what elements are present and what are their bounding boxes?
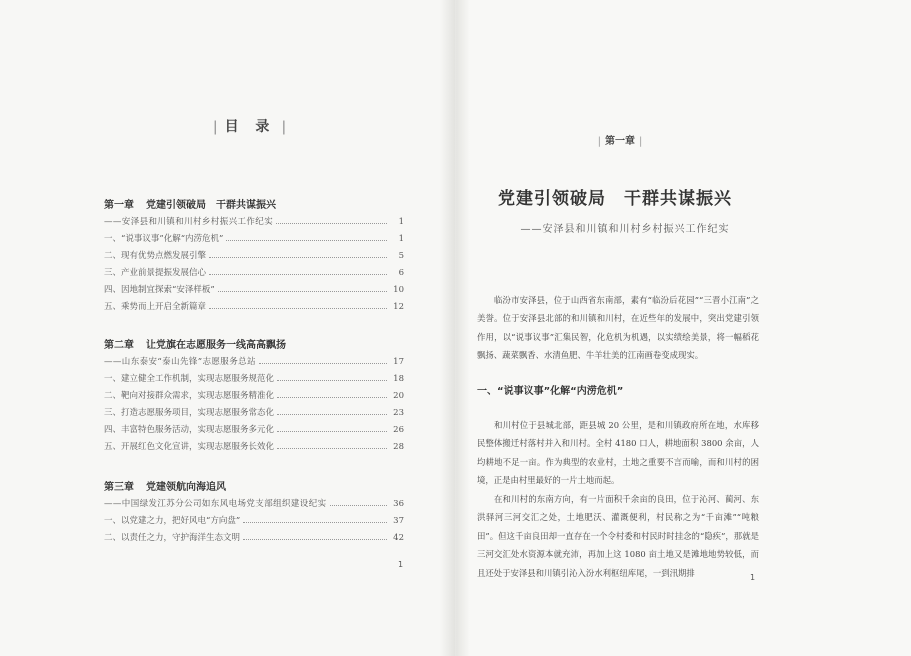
body-paragraph-2: 在和川村的东南方向，有一片面积千余亩的良田，位于沁河、蔺河、东洪驿河三河交汇之处，土地肥沃、灌溉便利，村民称之为“千亩滩”“吨粮田”。但这千亩良田却一直存在一个令村委和村民时时挂念的“隐疾”，那就是三河交汇处水资源本就充沛，再加上这 1080 亩土地又是滩地地势较低，而且还处于安泽县和川镇引沁入汾水利枢纽库尾，一到汛期排 (477, 494, 759, 578)
toc-entry[interactable] (104, 439, 404, 456)
toc-title-bar-left: | (212, 119, 219, 135)
toc-entry-page: 10 (393, 285, 404, 295)
toc-chapter-name: 让党旗在志愿服务一线高高飘扬 (146, 340, 286, 351)
toc-entry[interactable] (104, 282, 404, 299)
toc-chapter-title[interactable] (104, 338, 404, 354)
toc-chapter-title[interactable] (104, 480, 404, 496)
toc-entry-label: 二、以责任之力，守护海洋生态文明 (104, 533, 241, 543)
toc-entry-label: ——山东泰安“泰山先锋”志愿服务总站 (104, 357, 256, 367)
toc-leader-dots (277, 405, 387, 415)
chapter-label-text: 第一章 (605, 136, 635, 147)
book-gutter (440, 0, 470, 656)
chapter-label (580, 132, 660, 147)
toc-chapter-1 (104, 198, 404, 316)
toc-entry[interactable] (104, 265, 404, 282)
toc-chapter-name: 党建领航向海追风 (146, 482, 226, 493)
toc-entry-label: ——中国绿发江苏分公司如东风电场党支部组织建设纪实 (104, 499, 327, 509)
toc-leader-dots (209, 248, 387, 258)
toc-chapter-number: 第三章 (104, 482, 134, 493)
toc-entry[interactable] (104, 513, 404, 530)
toc-entry-label: 三、产业前景提振发展信心 (104, 268, 207, 278)
toc-entry-page: 28 (393, 442, 404, 452)
toc-leader-dots (277, 371, 387, 381)
toc-leader-dots (209, 265, 387, 275)
toc-leader-dots (277, 422, 387, 432)
toc-entry[interactable] (104, 214, 404, 231)
toc-entry[interactable] (104, 354, 404, 371)
toc-entry-label: 二、靶向对接群众需求，实现志愿服务精准化 (104, 391, 275, 401)
toc-entry[interactable] (104, 248, 404, 265)
toc-leader-dots (226, 231, 387, 241)
toc-leader-dots (243, 513, 387, 523)
toc-entry-label: 二、现有优势点燃发展引擎 (104, 251, 207, 261)
toc-entry[interactable] (104, 388, 404, 405)
left-page-number: 1 (398, 560, 404, 569)
toc-leader-dots (243, 530, 387, 540)
toc-entry-label: 四、丰富特色服务活动，实现志愿服务多元化 (104, 425, 275, 435)
toc-entry-page: 36 (393, 499, 404, 509)
chapter-title: 党建引领破局 干群共谋振兴 (498, 189, 732, 209)
toc-entry-page: 42 (393, 533, 404, 543)
toc-entry-label: 三、打造志愿服务项目，实现志愿服务常态化 (104, 408, 275, 418)
toc-leader-dots (330, 496, 387, 506)
toc-chapter-title[interactable] (104, 198, 404, 214)
chapter-label-bar-left: | (597, 136, 601, 147)
toc-leader-dots (276, 214, 387, 224)
toc-entry-page: 20 (393, 391, 404, 401)
toc-entry-label: 四、因地制宜探索“安泽样板” (104, 285, 215, 295)
section-heading: 一、“说事议事”化解“内涝危机” (477, 386, 624, 397)
body-paragraph-1: 和川村位于县城北部，距县城 20 公里，是和川镇政府所在地，水库移民整体搬迁村落村并入和川村。全村 4180 口人，耕地面积 3800 余亩，人均耕地不足一亩。作为典型的农业村，土地之重要不言而喻，而和川村的困境，正是由村里最好的一片土地而起。 (477, 420, 759, 486)
toc-entry[interactable] (104, 405, 404, 422)
toc-entry-page: 5 (398, 251, 404, 261)
toc-entry-label: 一、“说事议事”化解“内涝危机” (104, 234, 224, 244)
toc-entry-page: 18 (393, 374, 404, 384)
toc-entry-label: 五、乘势而上开启全新篇章 (104, 302, 207, 312)
toc-entry-label: 一、建立健全工作机制，实现志愿服务规范化 (104, 374, 275, 384)
right-page-number: 1 (750, 573, 756, 582)
chapter-subtitle: ——安泽县和川镇和川村乡村振兴工作纪实 (520, 224, 730, 235)
toc-title-text: 目 录 (224, 119, 276, 135)
toc-leader-dots (277, 388, 387, 398)
toc-leader-dots (218, 282, 387, 292)
toc-entry[interactable] (104, 371, 404, 388)
left-page (0, 0, 455, 656)
toc-entry-page: 26 (393, 425, 404, 435)
toc-entry-page: 12 (393, 302, 404, 312)
toc-entry-page: 6 (398, 268, 404, 278)
toc-leader-dots (209, 299, 387, 309)
toc-chapter-name: 党建引领破局 干群共谋振兴 (146, 200, 276, 211)
toc-chapter-number: 第二章 (104, 340, 134, 351)
toc-entry-page: 1 (398, 234, 404, 244)
toc-title (190, 116, 310, 136)
toc-entry-page: 1 (398, 217, 404, 227)
chapter-label-bar-right: | (639, 136, 643, 147)
toc-entry-page: 23 (393, 408, 404, 418)
toc-entry-label: ——安泽县和川镇和川村乡村振兴工作纪实 (104, 217, 274, 227)
toc-entry[interactable] (104, 530, 404, 547)
toc-chapter-number: 第一章 (104, 200, 134, 211)
intro-paragraph: 临汾市安泽县，位于山西省东南部，素有“临汾后花园”“三晋小江南”之美誉。位于安泽县北部的和川镇和川村，在近些年的发展中，突出党建引领作用，以“说事议事”汇集民智，化危机为机遇，以实绩绘美景，将一幅稻花飘扬、蔬菜飘香、水清鱼肥、牛羊壮美的江南画卷变成现实。 (477, 295, 759, 361)
toc-entry-label: 一、以党建之力，把好风电“方向盘” (104, 516, 241, 526)
toc-chapter-3 (104, 480, 404, 547)
toc-entry[interactable] (104, 231, 404, 248)
toc-leader-dots (259, 354, 387, 364)
toc-entry[interactable] (104, 496, 404, 513)
toc-entry[interactable] (104, 422, 404, 439)
toc-leader-dots (277, 439, 387, 449)
toc-title-bar-right: | (281, 119, 288, 135)
toc-entry-page: 37 (393, 516, 404, 526)
toc-entry[interactable] (104, 299, 404, 316)
toc-entry-page: 17 (393, 357, 404, 367)
toc-chapter-2 (104, 338, 404, 456)
toc-entry-label: 五、开展红色文化宣讲，实现志愿服务长效化 (104, 442, 275, 452)
